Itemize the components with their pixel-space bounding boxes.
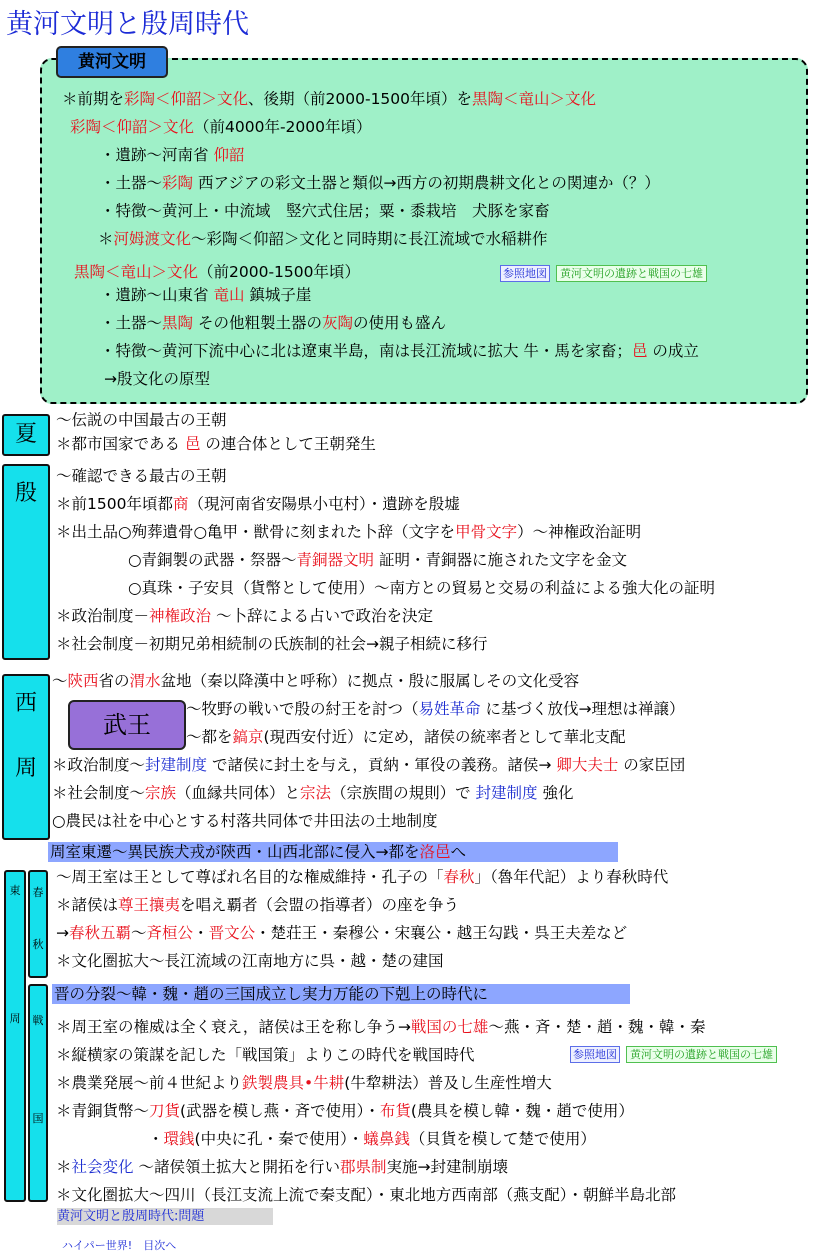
yin-line-1: ～確認できる最古の王朝 xyxy=(56,467,227,485)
west-zhou-char-1: 西 xyxy=(14,691,37,716)
quiz-link[interactable]: 黄河文明と殷周時代:問題 xyxy=(57,1208,273,1225)
yin-line-3: ＊出土品○殉葬遺骨○亀甲・獣骨に刻まれた卜辞（文字を甲骨文字）～神権政治証明 xyxy=(56,523,642,541)
wz-line-4: ＊政治制度～封建制度 で諸侯に封土を与え，貢納・軍役の義務。諸侯→ 卿大夫士 の家臣団 xyxy=(52,756,686,774)
west-zhou-char-2: 周 xyxy=(14,756,37,781)
era-label-east-zhou xyxy=(4,870,26,1202)
chunqiu-char-1: 春 xyxy=(32,886,44,899)
east-move-band: 周室東遷～異民族犬戎が陝西・山西北部に侵入→都を洛邑へ xyxy=(48,842,618,862)
zg-line-6: ＊社会変化 ～諸侯領土拡大と開拓を行い郡県制実施→封建制崩壊 xyxy=(56,1158,508,1176)
cq-line-3: →春秋五覇～斉桓公・晋文公・楚荘王・秦穆公・宋襄公・越王勾践・呉王夫差など xyxy=(56,924,628,942)
cq-line-2: ＊諸侯は尊王攘夷を唱え覇者（会盟の指導者）の座を争う xyxy=(56,896,460,914)
jin-split-band: 晋の分裂～韓・魏・趙の三国成立し実力万能の下剋上の時代に xyxy=(52,984,630,1004)
yr-line-2: 彩陶＜仰韶＞文化（前4000年-2000年頃） xyxy=(70,118,372,136)
yr-line-1: ＊前期を彩陶＜仰韶＞文化、後期（前2000-1500年頃）を黒陶＜竜山＞文化 xyxy=(62,90,597,108)
ref-map-link-2[interactable]: 黄河文明の遺跡と戦国の七雄 xyxy=(626,1046,777,1063)
yin-line-5: ○真珠・子安貝（貨幣として使用）～南方との貿易と交易の利益による強大化の証明 xyxy=(128,579,716,597)
era-label-yin: 殷 xyxy=(2,464,50,660)
ref-map-button-2[interactable]: 参照地図 xyxy=(570,1046,620,1063)
era-label-west-zhou xyxy=(2,674,50,840)
yr-line-3: ・遺跡～河南省 仰韶 xyxy=(100,146,245,164)
yin-line-4: ○青銅製の武器・祭器～青銅器文明 証明・青銅器に施された文字を金文 xyxy=(128,551,627,569)
zg-line-1: ＊周王室の権威は全く衰え，諸侯は王を称し争う→戦国の七雄～燕・斉・楚・趙・魏・韓・秦 xyxy=(56,1018,706,1036)
zg-line-4: ＊青銅貨幣～刀貨(武器を模し燕・斉で使用）・布貨(農具を模し韓・魏・趙で使用） xyxy=(56,1102,634,1120)
chunqiu-char-2: 秋 xyxy=(32,938,44,951)
yin-line-2: ＊前1500年頃都商（現河南省安陽県小屯村）・遺跡を殷墟 xyxy=(56,495,460,513)
zhanguo-char-2: 国 xyxy=(32,1112,44,1125)
xia-line-1: ～伝説の中国最古の王朝 xyxy=(56,411,227,429)
yr-line-4: ・土器～彩陶 西アジアの彩文土器と類似→西方の初期農耕文化との関連か（？） xyxy=(100,174,660,192)
xia-line-2: ＊都市国家である 邑 の連合体として王朝発生 xyxy=(56,435,376,453)
ref-map-link-1[interactable]: 黄河文明の遺跡と戦国の七雄 xyxy=(556,265,707,282)
zg-line-5: ・環銭(中央に孔・秦で使用）・蟻鼻銭（貝貨を模して楚で使用） xyxy=(148,1130,596,1148)
era-label-chunqiu xyxy=(28,870,48,978)
toc-link[interactable]: ハイパー世界! 目次へ xyxy=(62,1239,177,1252)
page-title: 黄河文明と殷周時代 xyxy=(6,9,249,40)
zhanguo-char-1: 戦 xyxy=(32,1014,44,1027)
wz-line-6: ○農民は社を中心とする村落共同体で井田法の土地制度 xyxy=(52,812,438,830)
cq-line-4: ＊文化圏拡大～長江流域の江南地方に呉・越・楚の建国 xyxy=(56,952,444,970)
yr-line-5: ・特徴～黄河上・中流域 竪穴式住居；粟・黍栽培 犬豚を家畜 xyxy=(100,202,550,220)
yin-line-7: ＊社会制度－初期兄弟相続制の氏族制的社会→親子相続に移行 xyxy=(56,635,488,653)
east-zhou-char-2: 周 xyxy=(9,1012,21,1025)
zg-line-3: ＊農業発展～前４世紀より鉄製農具•牛耕(牛犂耕法）普及し生産性増大 xyxy=(56,1074,552,1092)
wz-line-5: ＊社会制度～宗族（血縁共同体）と宗法（宗族間の規則）で 封建制度 強化 xyxy=(52,784,574,802)
ref-map-button-1[interactable]: 参照地図 xyxy=(500,265,550,282)
yr-line-8: ・遺跡～山東省 竜山 鎮城子崖 xyxy=(100,286,312,304)
wz-line-3: ～都を鎬京(現西安付近）に定め，諸侯の統率者として華北支配 xyxy=(186,728,626,746)
wuwang-badge: 武王 xyxy=(68,700,186,750)
yr-line-7: 黒陶＜竜山＞文化（前2000-1500年頃） xyxy=(74,263,361,281)
era-label-xia: 夏 xyxy=(2,414,50,456)
yr-line-10: ・特徴～黄河下流中心に北は遼東半島，南は長江流域に拡大 牛・馬を家畜；邑 の成立 xyxy=(100,342,699,360)
yr-line-11: →殷文化の原型 xyxy=(104,370,210,388)
zg-line-2: ＊縦横家の策謀を記した「戦国策」よりこの時代を戦国時代 xyxy=(56,1046,475,1064)
cq-line-1: ～周王室は王として尊ばれ名目的な権威維持・孔子の「春秋」（魯年代記）より春秋時代 xyxy=(56,868,669,886)
yr-line-9: ・土器～黒陶 その他粗製土器の灰陶の使用も盛ん xyxy=(100,314,447,332)
wz-line-2: ～牧野の戦いで殷の紂王を討つ（易姓革命 に基づく放伐→理想は禅譲） xyxy=(186,700,685,718)
east-zhou-char-1: 東 xyxy=(9,884,21,897)
wz-line-1: ～陝西省の渭水盆地（秦以降漢中と呼称）に拠点・殷に服属しその文化受容 xyxy=(52,672,580,690)
yin-line-6: ＊政治制度－神権政治 ～卜辞による占いで政治を決定 xyxy=(56,607,433,625)
era-label-zhanguo xyxy=(28,984,48,1202)
yellow-river-tag: 黄河文明 xyxy=(56,46,168,78)
yr-line-6: ＊河姆渡文化～彩陶＜仰韶＞文化と同時期に長江流域で水稲耕作 xyxy=(98,230,548,248)
zg-line-7: ＊文化圏拡大～四川（長江支流上流で秦支配）・東北地方西南部（燕支配）・朝鮮半島北部 xyxy=(56,1186,677,1204)
